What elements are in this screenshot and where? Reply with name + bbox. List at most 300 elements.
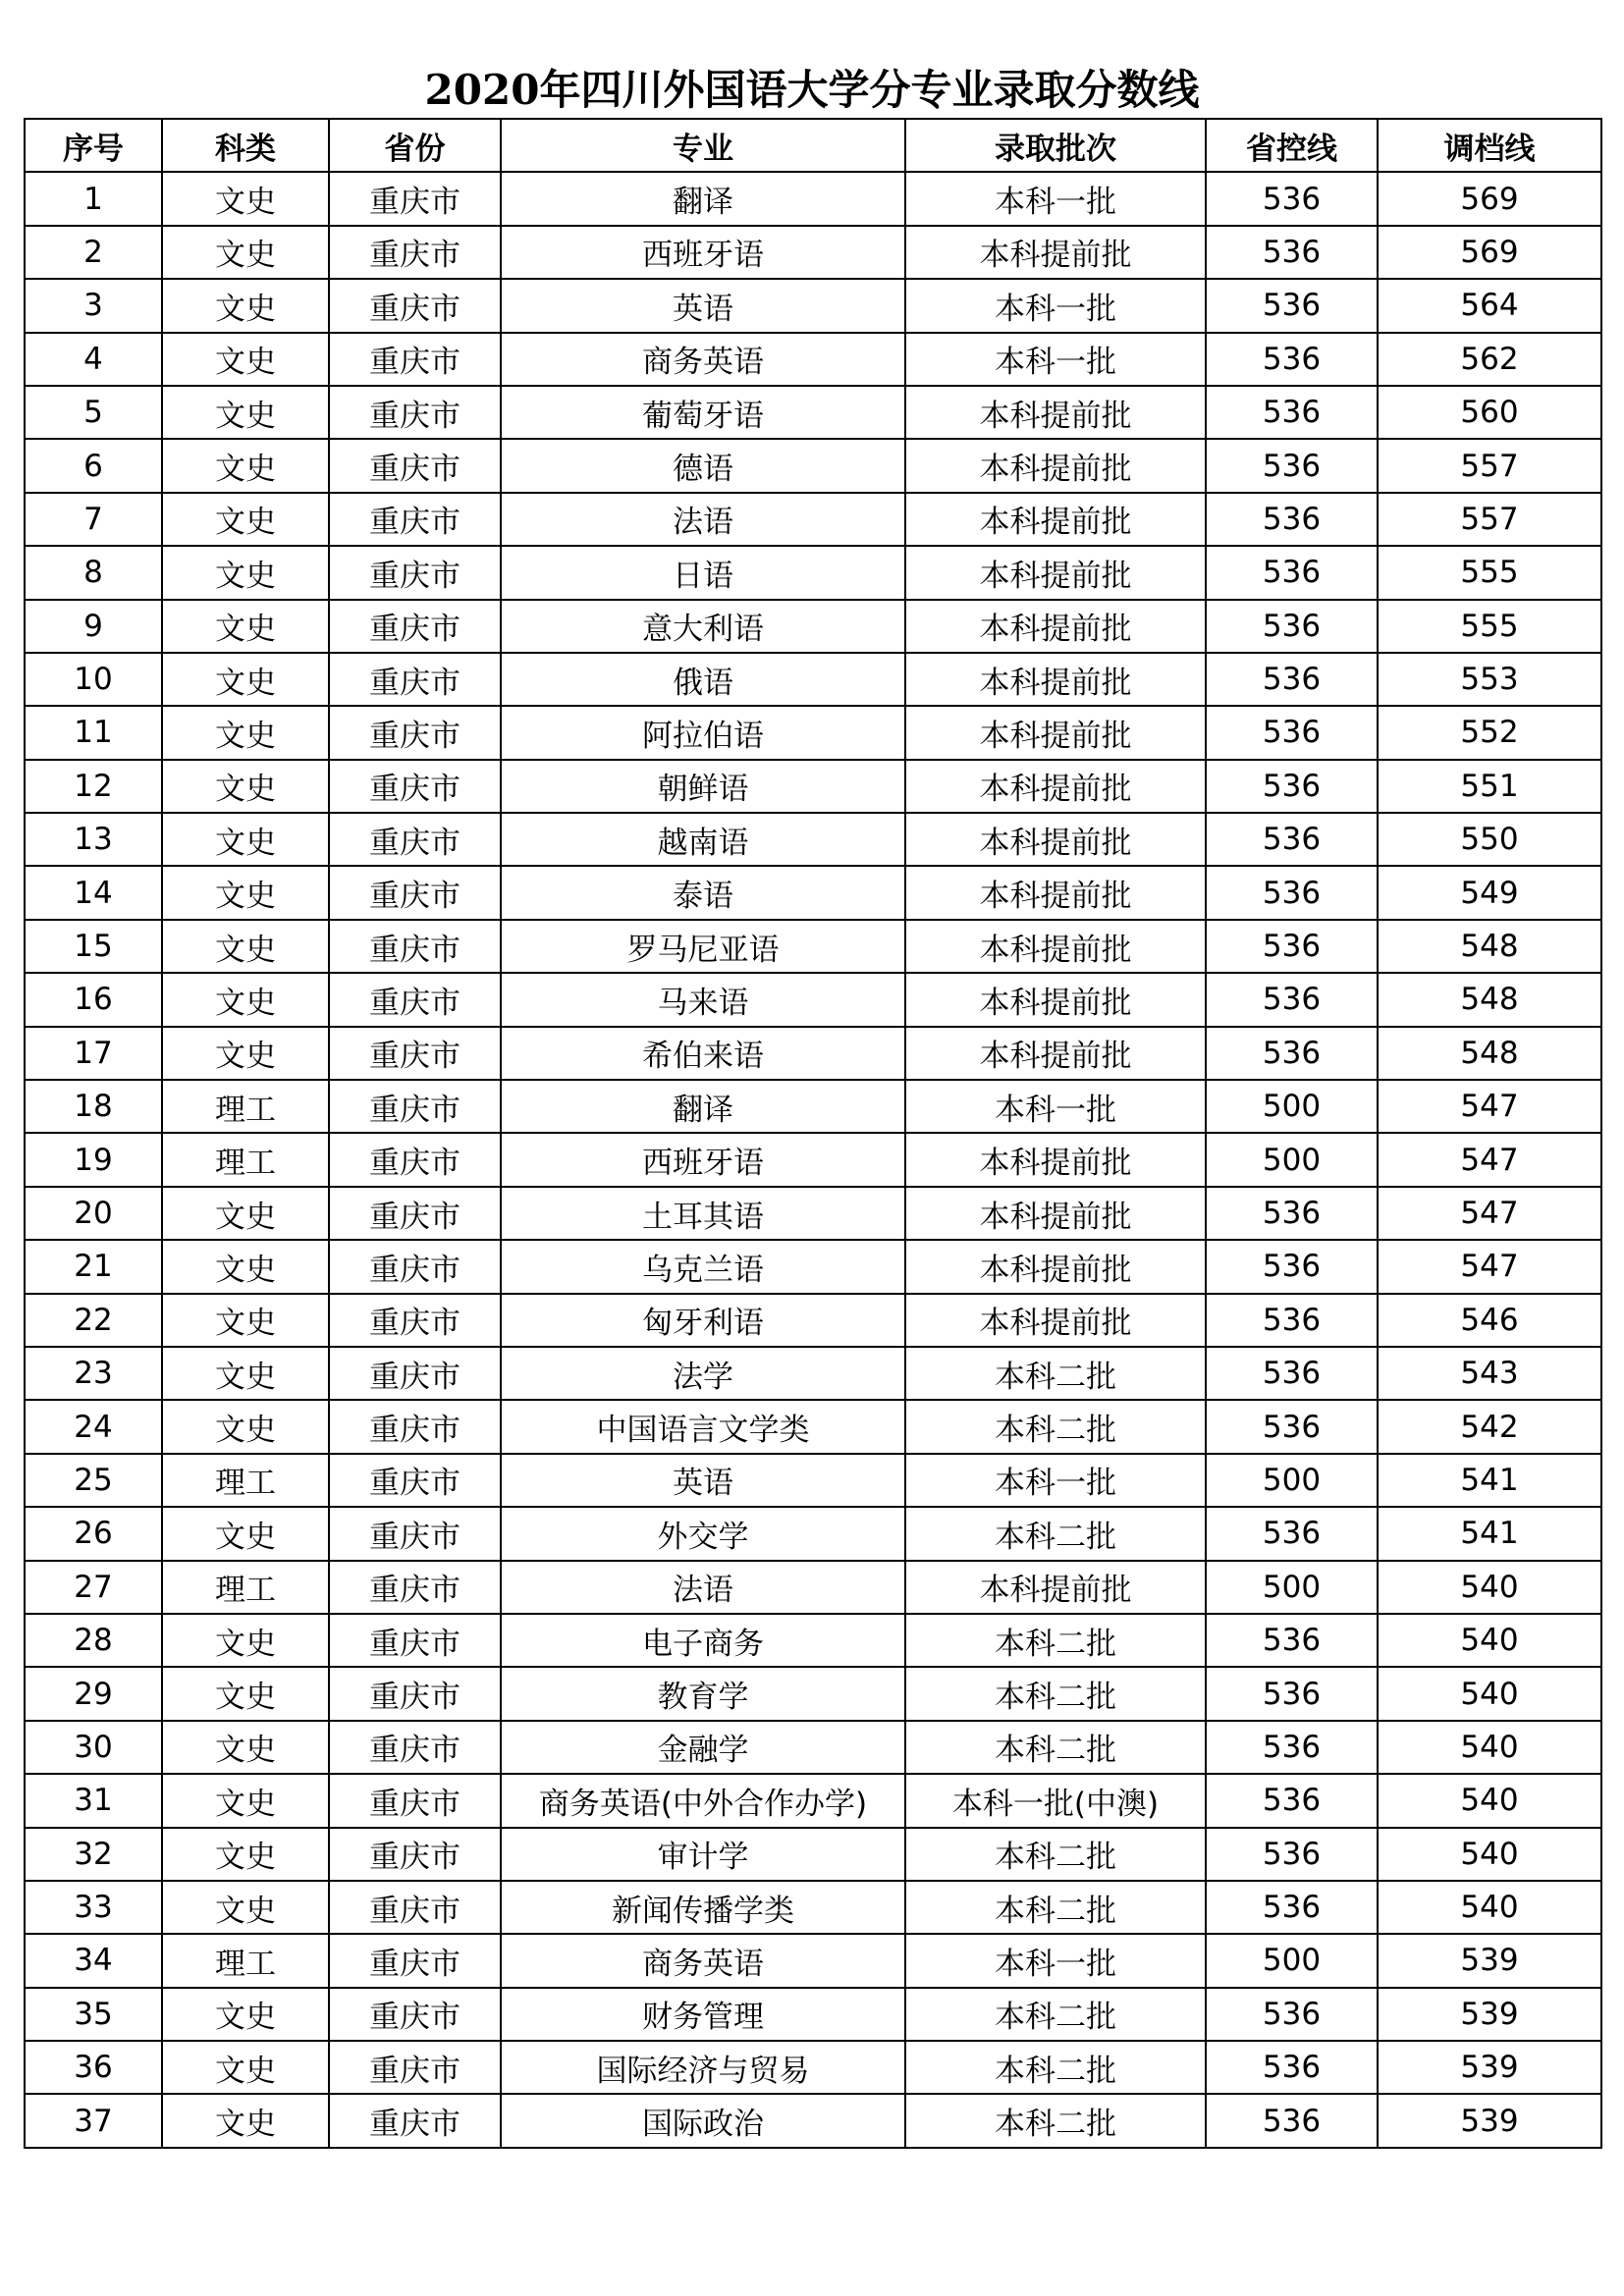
cell-province: 重庆市 (329, 172, 501, 225)
cell-province: 重庆市 (329, 1667, 501, 1720)
cell-province: 重庆市 (329, 1774, 501, 1827)
cell-adjust-line: 540 (1378, 1561, 1601, 1614)
cell-category: 文史 (162, 653, 329, 706)
cell-control-line: 500 (1206, 1133, 1378, 1186)
cell-control-line: 536 (1206, 1988, 1378, 2041)
cell-seq: 9 (25, 600, 162, 653)
cell-major: 商务英语 (501, 1934, 905, 1987)
cell-control-line: 536 (1206, 386, 1378, 439)
cell-seq: 28 (25, 1614, 162, 1667)
cell-major: 西班牙语 (501, 1133, 905, 1186)
header-batch: 录取批次 (905, 119, 1206, 172)
cell-major: 德语 (501, 439, 905, 492)
cell-adjust-line: 539 (1378, 1988, 1601, 2041)
cell-batch: 本科提前批 (905, 493, 1206, 546)
cell-control-line: 536 (1206, 493, 1378, 546)
table-row (25, 653, 1601, 706)
cell-control-line: 500 (1206, 1080, 1378, 1133)
cell-control-line: 536 (1206, 1667, 1378, 1720)
table-row (25, 546, 1601, 599)
cell-batch: 本科提前批 (905, 813, 1206, 866)
cell-province: 重庆市 (329, 973, 501, 1026)
table-row (25, 973, 1601, 1026)
cell-control-line: 536 (1206, 813, 1378, 866)
cell-adjust-line: 539 (1378, 2041, 1601, 2094)
cell-control-line: 536 (1206, 439, 1378, 492)
header-category: 科类 (162, 119, 329, 172)
cell-batch: 本科二批 (905, 1400, 1206, 1453)
table-header-row (25, 119, 1601, 172)
table-row (25, 1934, 1601, 1987)
cell-province: 重庆市 (329, 600, 501, 653)
table-row (25, 1027, 1601, 1080)
cell-control-line: 536 (1206, 546, 1378, 599)
cell-category: 文史 (162, 706, 329, 759)
cell-major: 电子商务 (501, 1614, 905, 1667)
cell-category: 文史 (162, 1294, 329, 1347)
table-row (25, 706, 1601, 759)
table-row (25, 172, 1601, 225)
cell-adjust-line: 550 (1378, 813, 1601, 866)
cell-control-line: 536 (1206, 279, 1378, 332)
cell-batch: 本科二批 (905, 2041, 1206, 2094)
cell-seq: 12 (25, 760, 162, 813)
cell-province: 重庆市 (329, 1400, 501, 1453)
cell-adjust-line: 543 (1378, 1347, 1601, 1400)
table-row (25, 493, 1601, 546)
cell-adjust-line: 540 (1378, 1614, 1601, 1667)
cell-category: 文史 (162, 1774, 329, 1827)
cell-seq: 11 (25, 706, 162, 759)
cell-province: 重庆市 (329, 279, 501, 332)
cell-category: 文史 (162, 866, 329, 919)
cell-seq: 4 (25, 333, 162, 386)
cell-province: 重庆市 (329, 1347, 501, 1400)
cell-category: 理工 (162, 1454, 329, 1507)
cell-major: 匈牙利语 (501, 1294, 905, 1347)
cell-batch: 本科二批 (905, 2094, 1206, 2147)
cell-adjust-line: 549 (1378, 866, 1601, 919)
table-row (25, 813, 1601, 866)
cell-category: 理工 (162, 1561, 329, 1614)
cell-control-line: 536 (1206, 600, 1378, 653)
cell-adjust-line: 560 (1378, 386, 1601, 439)
cell-seq: 26 (25, 1507, 162, 1560)
cell-province: 重庆市 (329, 1614, 501, 1667)
cell-major: 国际政治 (501, 2094, 905, 2147)
page-title: 2020年四川外国语大学分专业录取分数线 (424, 66, 1200, 114)
cell-category: 文史 (162, 1507, 329, 1560)
cell-seq: 35 (25, 1988, 162, 2041)
cell-batch: 本科一批(中澳) (905, 1774, 1206, 1827)
cell-category: 文史 (162, 1187, 329, 1240)
cell-batch: 本科二批 (905, 1988, 1206, 2041)
table-row (25, 600, 1601, 653)
table-row (25, 1133, 1601, 1186)
cell-adjust-line: 539 (1378, 1934, 1601, 1987)
cell-control-line: 536 (1206, 1614, 1378, 1667)
cell-adjust-line: 555 (1378, 546, 1601, 599)
table-row (25, 333, 1601, 386)
cell-seq: 33 (25, 1881, 162, 1934)
cell-adjust-line: 562 (1378, 333, 1601, 386)
cell-seq: 20 (25, 1187, 162, 1240)
table-row (25, 1240, 1601, 1293)
cell-batch: 本科一批 (905, 172, 1206, 225)
cell-major: 希伯来语 (501, 1027, 905, 1080)
cell-batch: 本科提前批 (905, 653, 1206, 706)
cell-batch: 本科提前批 (905, 866, 1206, 919)
cell-control-line: 500 (1206, 1934, 1378, 1987)
cell-category: 文史 (162, 2041, 329, 2094)
cell-adjust-line: 548 (1378, 973, 1601, 1026)
cell-category: 理工 (162, 1133, 329, 1186)
cell-seq: 8 (25, 546, 162, 599)
cell-major: 新闻传播学类 (501, 1881, 905, 1934)
table-row (25, 279, 1601, 332)
cell-province: 重庆市 (329, 813, 501, 866)
cell-major: 葡萄牙语 (501, 386, 905, 439)
cell-batch: 本科二批 (905, 1507, 1206, 1560)
cell-adjust-line: 555 (1378, 600, 1601, 653)
cell-category: 文史 (162, 1240, 329, 1293)
cell-province: 重庆市 (329, 1454, 501, 1507)
table-row (25, 1828, 1601, 1881)
table-row (25, 226, 1601, 279)
cell-seq: 15 (25, 920, 162, 973)
cell-category: 文史 (162, 493, 329, 546)
cell-category: 文史 (162, 973, 329, 1026)
cell-adjust-line: 553 (1378, 653, 1601, 706)
cell-control-line: 536 (1206, 2041, 1378, 2094)
cell-batch: 本科一批 (905, 279, 1206, 332)
cell-major: 审计学 (501, 1828, 905, 1881)
cell-adjust-line: 564 (1378, 279, 1601, 332)
cell-category: 文史 (162, 1828, 329, 1881)
cell-category: 文史 (162, 813, 329, 866)
table-row (25, 1667, 1601, 1720)
table-row (25, 1881, 1601, 1934)
table-row (25, 1774, 1601, 1827)
header-control-line: 省控线 (1206, 119, 1378, 172)
cell-seq: 22 (25, 1294, 162, 1347)
cell-seq: 34 (25, 1934, 162, 1987)
cell-seq: 21 (25, 1240, 162, 1293)
cell-province: 重庆市 (329, 226, 501, 279)
cell-category: 文史 (162, 333, 329, 386)
cell-control-line: 536 (1206, 1240, 1378, 1293)
cell-province: 重庆市 (329, 2041, 501, 2094)
cell-category: 文史 (162, 439, 329, 492)
cell-seq: 5 (25, 386, 162, 439)
cell-batch: 本科二批 (905, 1667, 1206, 1720)
cell-major: 商务英语 (501, 333, 905, 386)
cell-province: 重庆市 (329, 866, 501, 919)
cell-province: 重庆市 (329, 1934, 501, 1987)
table-body (25, 172, 1601, 2147)
cell-province: 重庆市 (329, 1240, 501, 1293)
cell-batch: 本科提前批 (905, 439, 1206, 492)
cell-major: 英语 (501, 279, 905, 332)
table-row (25, 920, 1601, 973)
cell-adjust-line: 540 (1378, 1774, 1601, 1827)
table-row (25, 866, 1601, 919)
cell-batch: 本科提前批 (905, 1240, 1206, 1293)
cell-control-line: 536 (1206, 1828, 1378, 1881)
cell-major: 日语 (501, 546, 905, 599)
cell-seq: 7 (25, 493, 162, 546)
cell-batch: 本科提前批 (905, 920, 1206, 973)
cell-seq: 14 (25, 866, 162, 919)
cell-seq: 3 (25, 279, 162, 332)
cell-adjust-line: 557 (1378, 439, 1601, 492)
cell-batch: 本科提前批 (905, 1133, 1206, 1186)
cell-major: 商务英语(中外合作办学) (501, 1774, 905, 1827)
cell-adjust-line: 539 (1378, 2094, 1601, 2147)
cell-major: 法学 (501, 1347, 905, 1400)
cell-major: 金融学 (501, 1721, 905, 1774)
table-row (25, 1561, 1601, 1614)
table-row (25, 1347, 1601, 1400)
cell-control-line: 536 (1206, 1294, 1378, 1347)
cell-control-line: 536 (1206, 1507, 1378, 1560)
cell-province: 重庆市 (329, 653, 501, 706)
cell-major: 外交学 (501, 1507, 905, 1560)
cell-major: 中国语言文学类 (501, 1400, 905, 1453)
cell-control-line: 536 (1206, 653, 1378, 706)
cell-batch: 本科提前批 (905, 1187, 1206, 1240)
cell-province: 重庆市 (329, 920, 501, 973)
cell-control-line: 536 (1206, 920, 1378, 973)
header-province: 省份 (329, 119, 501, 172)
cell-seq: 23 (25, 1347, 162, 1400)
table-row (25, 1294, 1601, 1347)
cell-category: 文史 (162, 1667, 329, 1720)
table-row (25, 1721, 1601, 1774)
cell-seq: 25 (25, 1454, 162, 1507)
table-row (25, 1988, 1601, 2041)
cell-category: 文史 (162, 2094, 329, 2147)
cell-batch: 本科一批 (905, 1080, 1206, 1133)
cell-control-line: 536 (1206, 1400, 1378, 1453)
cell-major: 阿拉伯语 (501, 706, 905, 759)
cell-batch: 本科二批 (905, 1881, 1206, 1934)
cell-batch: 本科提前批 (905, 706, 1206, 759)
cell-major: 罗马尼亚语 (501, 920, 905, 973)
cell-adjust-line: 548 (1378, 1027, 1601, 1080)
cell-category: 文史 (162, 226, 329, 279)
cell-province: 重庆市 (329, 2094, 501, 2147)
cell-category: 文史 (162, 1881, 329, 1934)
cell-batch: 本科提前批 (905, 226, 1206, 279)
cell-adjust-line: 540 (1378, 1881, 1601, 1934)
cell-seq: 17 (25, 1027, 162, 1080)
table-row (25, 1454, 1601, 1507)
table-row (25, 1187, 1601, 1240)
cell-batch: 本科二批 (905, 1347, 1206, 1400)
cell-major: 教育学 (501, 1667, 905, 1720)
cell-major: 英语 (501, 1454, 905, 1507)
cell-major: 泰语 (501, 866, 905, 919)
cell-adjust-line: 551 (1378, 760, 1601, 813)
cell-adjust-line: 547 (1378, 1187, 1601, 1240)
cell-province: 重庆市 (329, 333, 501, 386)
cell-province: 重庆市 (329, 1721, 501, 1774)
cell-control-line: 536 (1206, 1187, 1378, 1240)
cell-category: 文史 (162, 546, 329, 599)
cell-seq: 24 (25, 1400, 162, 1453)
cell-major: 法语 (501, 1561, 905, 1614)
cell-major: 土耳其语 (501, 1187, 905, 1240)
header-adjust-line: 调档线 (1378, 119, 1601, 172)
cell-control-line: 536 (1206, 1721, 1378, 1774)
cell-seq: 29 (25, 1667, 162, 1720)
cell-seq: 19 (25, 1133, 162, 1186)
cell-batch: 本科提前批 (905, 1561, 1206, 1614)
cell-category: 文史 (162, 600, 329, 653)
cell-seq: 13 (25, 813, 162, 866)
cell-control-line: 536 (1206, 706, 1378, 759)
cell-seq: 10 (25, 653, 162, 706)
cell-seq: 1 (25, 172, 162, 225)
cell-control-line: 536 (1206, 333, 1378, 386)
cell-seq: 16 (25, 973, 162, 1026)
table-row (25, 1400, 1601, 1453)
table-row (25, 760, 1601, 813)
cell-province: 重庆市 (329, 386, 501, 439)
cell-major: 财务管理 (501, 1988, 905, 2041)
cell-control-line: 536 (1206, 866, 1378, 919)
admission-score-table (24, 118, 1602, 2149)
cell-province: 重庆市 (329, 546, 501, 599)
cell-batch: 本科提前批 (905, 1027, 1206, 1080)
cell-adjust-line: 540 (1378, 1721, 1601, 1774)
table-row (25, 2094, 1601, 2147)
cell-major: 马来语 (501, 973, 905, 1026)
cell-adjust-line: 547 (1378, 1240, 1601, 1293)
cell-category: 文史 (162, 386, 329, 439)
cell-adjust-line: 548 (1378, 920, 1601, 973)
cell-category: 理工 (162, 1934, 329, 1987)
cell-major: 翻译 (501, 1080, 905, 1133)
table-row (25, 2041, 1601, 2094)
table-row (25, 1080, 1601, 1133)
cell-adjust-line: 541 (1378, 1454, 1601, 1507)
cell-seq: 6 (25, 439, 162, 492)
cell-control-line: 536 (1206, 1027, 1378, 1080)
cell-province: 重庆市 (329, 760, 501, 813)
cell-batch: 本科提前批 (905, 600, 1206, 653)
cell-province: 重庆市 (329, 439, 501, 492)
cell-batch: 本科二批 (905, 1614, 1206, 1667)
cell-batch: 本科一批 (905, 333, 1206, 386)
cell-province: 重庆市 (329, 1988, 501, 2041)
cell-adjust-line: 569 (1378, 226, 1601, 279)
cell-major: 法语 (501, 493, 905, 546)
cell-batch: 本科二批 (905, 1721, 1206, 1774)
cell-control-line: 536 (1206, 226, 1378, 279)
cell-province: 重庆市 (329, 1294, 501, 1347)
cell-province: 重庆市 (329, 1561, 501, 1614)
cell-seq: 32 (25, 1828, 162, 1881)
table-row (25, 439, 1601, 492)
cell-seq: 36 (25, 2041, 162, 2094)
cell-major: 意大利语 (501, 600, 905, 653)
cell-province: 重庆市 (329, 493, 501, 546)
cell-adjust-line: 547 (1378, 1080, 1601, 1133)
cell-batch: 本科二批 (905, 1828, 1206, 1881)
table-row (25, 1507, 1601, 1560)
cell-major: 乌克兰语 (501, 1240, 905, 1293)
cell-major: 朝鲜语 (501, 760, 905, 813)
cell-adjust-line: 541 (1378, 1507, 1601, 1560)
cell-seq: 30 (25, 1721, 162, 1774)
cell-batch: 本科一批 (905, 1934, 1206, 1987)
cell-province: 重庆市 (329, 1187, 501, 1240)
table-row (25, 386, 1601, 439)
cell-control-line: 500 (1206, 1561, 1378, 1614)
cell-control-line: 536 (1206, 1881, 1378, 1934)
cell-seq: 31 (25, 1774, 162, 1827)
cell-major: 俄语 (501, 653, 905, 706)
cell-major: 翻译 (501, 172, 905, 225)
cell-province: 重庆市 (329, 706, 501, 759)
cell-category: 文史 (162, 760, 329, 813)
cell-control-line: 536 (1206, 1347, 1378, 1400)
cell-seq: 27 (25, 1561, 162, 1614)
cell-category: 文史 (162, 172, 329, 225)
cell-category: 文史 (162, 1400, 329, 1453)
cell-batch: 本科提前批 (905, 546, 1206, 599)
cell-adjust-line: 540 (1378, 1828, 1601, 1881)
cell-adjust-line: 547 (1378, 1133, 1601, 1186)
cell-province: 重庆市 (329, 1881, 501, 1934)
cell-major: 越南语 (501, 813, 905, 866)
cell-adjust-line: 552 (1378, 706, 1601, 759)
cell-adjust-line: 557 (1378, 493, 1601, 546)
cell-province: 重庆市 (329, 1080, 501, 1133)
cell-category: 文史 (162, 1988, 329, 2041)
cell-seq: 2 (25, 226, 162, 279)
cell-major: 国际经济与贸易 (501, 2041, 905, 2094)
table-row (25, 1614, 1601, 1667)
cell-seq: 37 (25, 2094, 162, 2147)
cell-control-line: 536 (1206, 1774, 1378, 1827)
cell-adjust-line: 542 (1378, 1400, 1601, 1453)
cell-adjust-line: 540 (1378, 1667, 1601, 1720)
cell-batch: 本科提前批 (905, 386, 1206, 439)
cell-category: 文史 (162, 1614, 329, 1667)
cell-control-line: 500 (1206, 1454, 1378, 1507)
cell-province: 重庆市 (329, 1828, 501, 1881)
cell-adjust-line: 569 (1378, 172, 1601, 225)
cell-major: 西班牙语 (501, 226, 905, 279)
cell-category: 文史 (162, 920, 329, 973)
header-major: 专业 (501, 119, 905, 172)
cell-batch: 本科一批 (905, 1454, 1206, 1507)
cell-province: 重庆市 (329, 1507, 501, 1560)
cell-adjust-line: 546 (1378, 1294, 1601, 1347)
cell-control-line: 536 (1206, 760, 1378, 813)
cell-province: 重庆市 (329, 1027, 501, 1080)
cell-category: 文史 (162, 1347, 329, 1400)
header-seq: 序号 (25, 119, 162, 172)
cell-batch: 本科提前批 (905, 973, 1206, 1026)
cell-batch: 本科提前批 (905, 760, 1206, 813)
cell-category: 文史 (162, 279, 329, 332)
cell-seq: 18 (25, 1080, 162, 1133)
cell-batch: 本科提前批 (905, 1294, 1206, 1347)
